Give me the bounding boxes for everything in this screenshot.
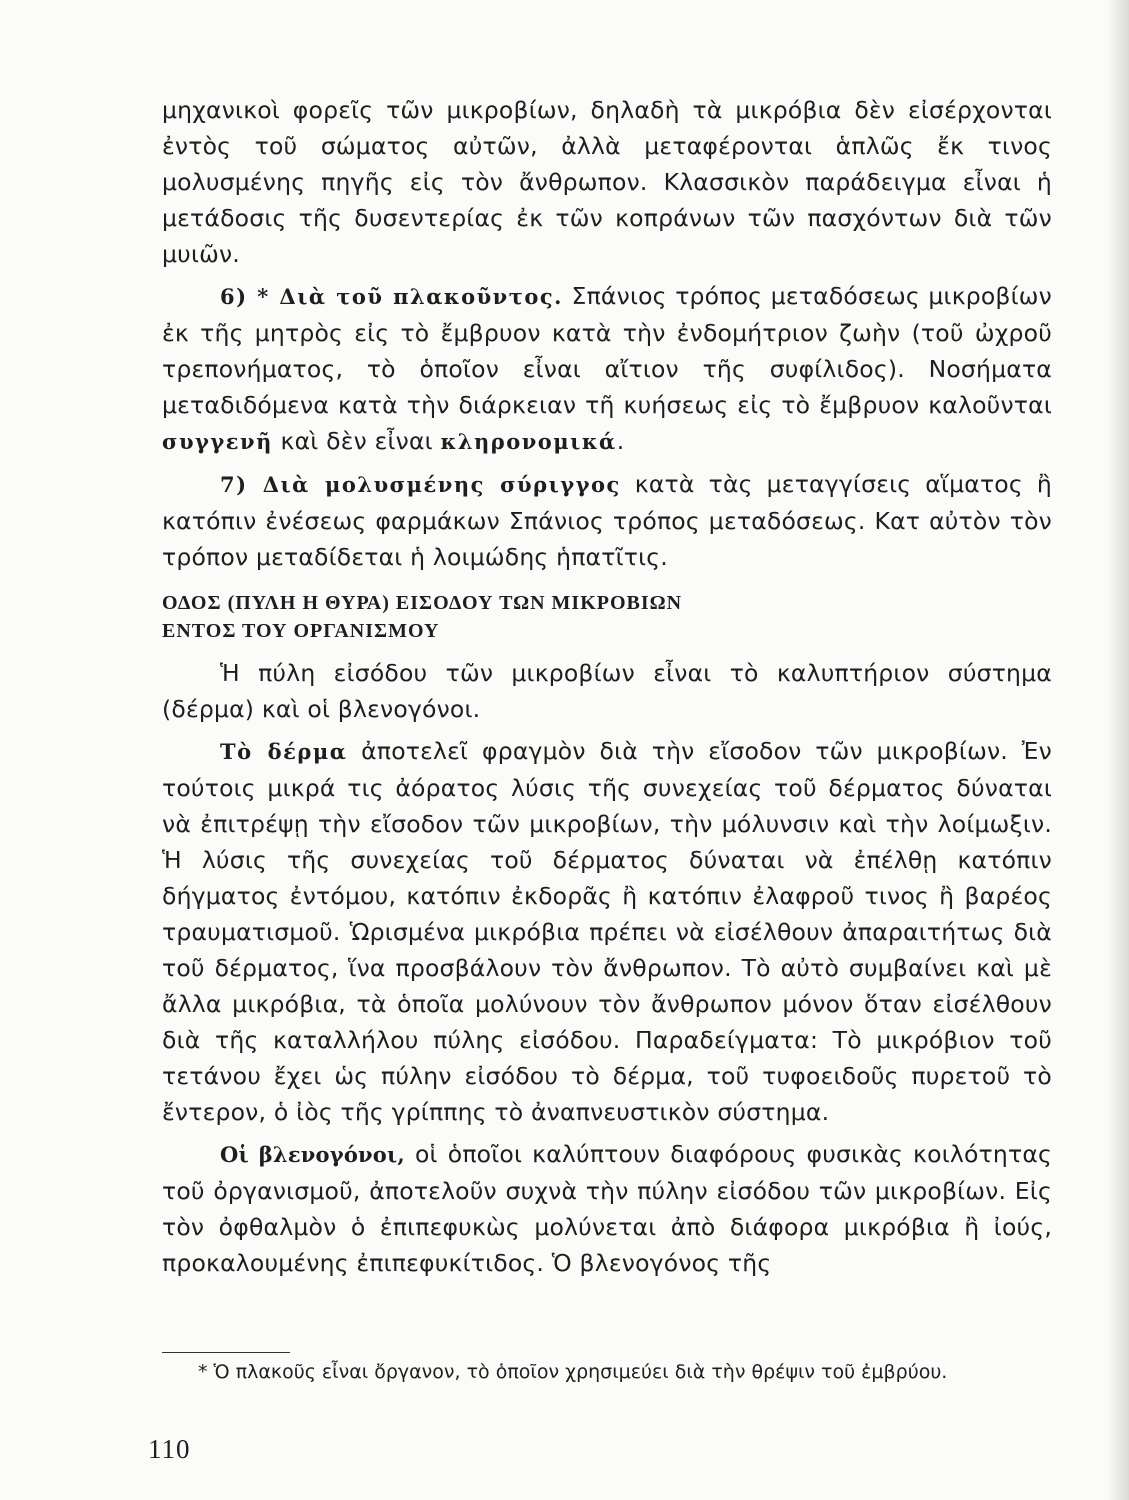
mucosa-text: οἱ ὁποῖοι καλύπτουν διαφόρους φυσικὰς κοιλότητας τοῦ ὀργανισμοῦ, ἀποτελοῦν συχνὰ τὴν πύλην εἰσόδου τῶν μικροβίων. Εἰς τὸν ὀφθαλμὸν ὁ ἐπιπεφυκὼς μολύνεται ἀπὸ διάφορα μικρόβια ἢ ἰούς, προκαλουμένης ἐπιπεφυκίτιδος. Ὁ βλενογόνος τῆς xyxy=(162,1140,1053,1277)
paragraph-6-placenta xyxy=(162,278,1052,460)
item-6-label: 6) * Διὰ τοῦ πλακοῦντος. xyxy=(220,284,563,309)
item-6-end: . xyxy=(616,427,625,455)
item-7-text: κατὰ τὰς μεταγγίσεις αἵματος ἢ κατόπιν ἐνέσεως φαρμάκων Σπάνιος τρόπος μεταδόσεως. Κατ αὐτὸν τὸν τρόπον μεταδίδεται ἡ λοιμώδης ἡπατῖτις. xyxy=(162,470,1052,571)
term-hereditary: κληρονομικά xyxy=(440,429,617,454)
page-edge-shadow xyxy=(1107,0,1129,1500)
heading-line-1: ΟΔΟΣ (ΠΥΛΗ Η ΘΥΡΑ) ΕΙΣΟΔΟΥ ΤΩΝ ΜΙΚΡΟΒΙΩΝ xyxy=(162,592,683,614)
paragraph-7-syringe xyxy=(162,466,1052,575)
page-number: 110 xyxy=(148,1434,191,1464)
term-congenital: συγγενῆ xyxy=(162,429,273,454)
body-text xyxy=(162,92,1052,1281)
paragraph-skin xyxy=(162,733,1052,1130)
item-6-text: Σπάνιος τρόπος μεταδόσεως μικροβίων ἐκ τῆς μητρὸς εἰς τὸ ἔμβρυον κατὰ τὴν ἐνδομήτριον ζωὴν (τοῦ ὠχροῦ τρεπονήματος, τὸ ὁποῖον εἶναι αἴτιον τῆς συφίλιδος). Νοσήματα μεταδιδόμενα κατὰ τὴν διάρκειαν τῆ κυήσεως εἰς τὸ ἔμβρυον καλοῦνται xyxy=(162,282,1052,419)
footnote-rule xyxy=(162,1352,290,1353)
paragraph-1: μηχανικοὶ φορεῖς τῶν μικροβίων, δηλαδὴ τὰ μικρόβια δὲν εἰσέρχονται ἐντὸς τοῦ σώματος αὐτῶν, ἀλλὰ μεταφέρονται ἁπλῶς ἔκ τινος μολυσμένης πηγῆς εἰς τὸν ἄνθρωπον. Κλασσικὸν παράδειγμα εἶναι ἡ μετάδοσις τῆς δυσεντερίας ἐκ τῶν κοπράνων τῶν πασχόντων διὰ τῶν μυιῶν. xyxy=(162,96,1052,268)
footnote: * Ὁ πλακοῦς εἶναι ὄργανον, τὸ ὁποῖον χρησιμεύει διὰ τὴν θρέψιν τοῦ ἐμβρύου. xyxy=(198,1361,948,1383)
term-skin: Τὸ δέρμα xyxy=(220,739,348,764)
skin-text: ἀποτελεῖ φραγμὸν διὰ τὴν εἴσοδον τῶν μικροβίων. Ἐν τούτοις μικρά τις ἀόρατος λύσις τῆς συνεχείας τοῦ δέρματος δύναται νὰ ἐπιτρέψῃ τὴν εἴσοδον τῶν μικροβίων, τὴν μόλυνσιν καὶ τὴν λοίμωξιν. Ἡ λύσις τῆς συνεχείας τοῦ δέρματος δύναται νὰ ἐπέλθῃ κατόπιν δήγματος ἐντόμου, κατόπιν ἐκδορᾶς ἢ κατόπιν ἐλαφροῦ τινος ἢ βαρέος τραυματισμοῦ. Ὡρισμένα μικρόβια πρέπει νὰ εἰσέλθουν ἀπαραιτήτως διὰ τοῦ δέρματος, ἵνα προσβάλουν τὸν ἄνθρωπον. Τὸ αὐτὸ συμβαίνει καὶ μὲ ἄλλα μικρόβια, τὰ ὁποῖα μολύνουν τὸν ἄνθρωπον μόνον ὅταν εἰσέλθουν διὰ τῆς καταλλήλου πύλης εἰσόδου. Παραδείγματα: Τὸ μικρόβιον τοῦ τετάνου ἔχει ὡς πύλην εἰσόδου τὸ δέρμα, τοῦ τυφοειδοῦς πυρετοῦ τὸ ἔντερον, ὁ ἰὸς τῆς γρίππης τὸ ἀναπνευστικὸν σύστημα. xyxy=(162,737,1052,1126)
term-mucosa: Οἱ βλενογόνοι, xyxy=(220,1142,405,1167)
section-heading xyxy=(162,589,1052,645)
paragraph-mucosa xyxy=(162,1136,1052,1281)
paragraph-entry-gate: Ἡ πύλη εἰσόδου τῶν μικροβίων εἶναι τὸ καλυπτήριον σύστημα (δέρμα) καὶ οἱ βλενογόνοι. xyxy=(162,659,1052,723)
item-6-mid: καὶ δὲν εἶναι xyxy=(272,427,441,455)
heading-line-2: ΕΝΤΟΣ ΤΟΥ ΟΡΓΑΝΙΣΜΟΥ xyxy=(162,620,440,642)
item-7-label: 7) Διὰ μολυσμένης σύριγγος xyxy=(220,472,621,497)
